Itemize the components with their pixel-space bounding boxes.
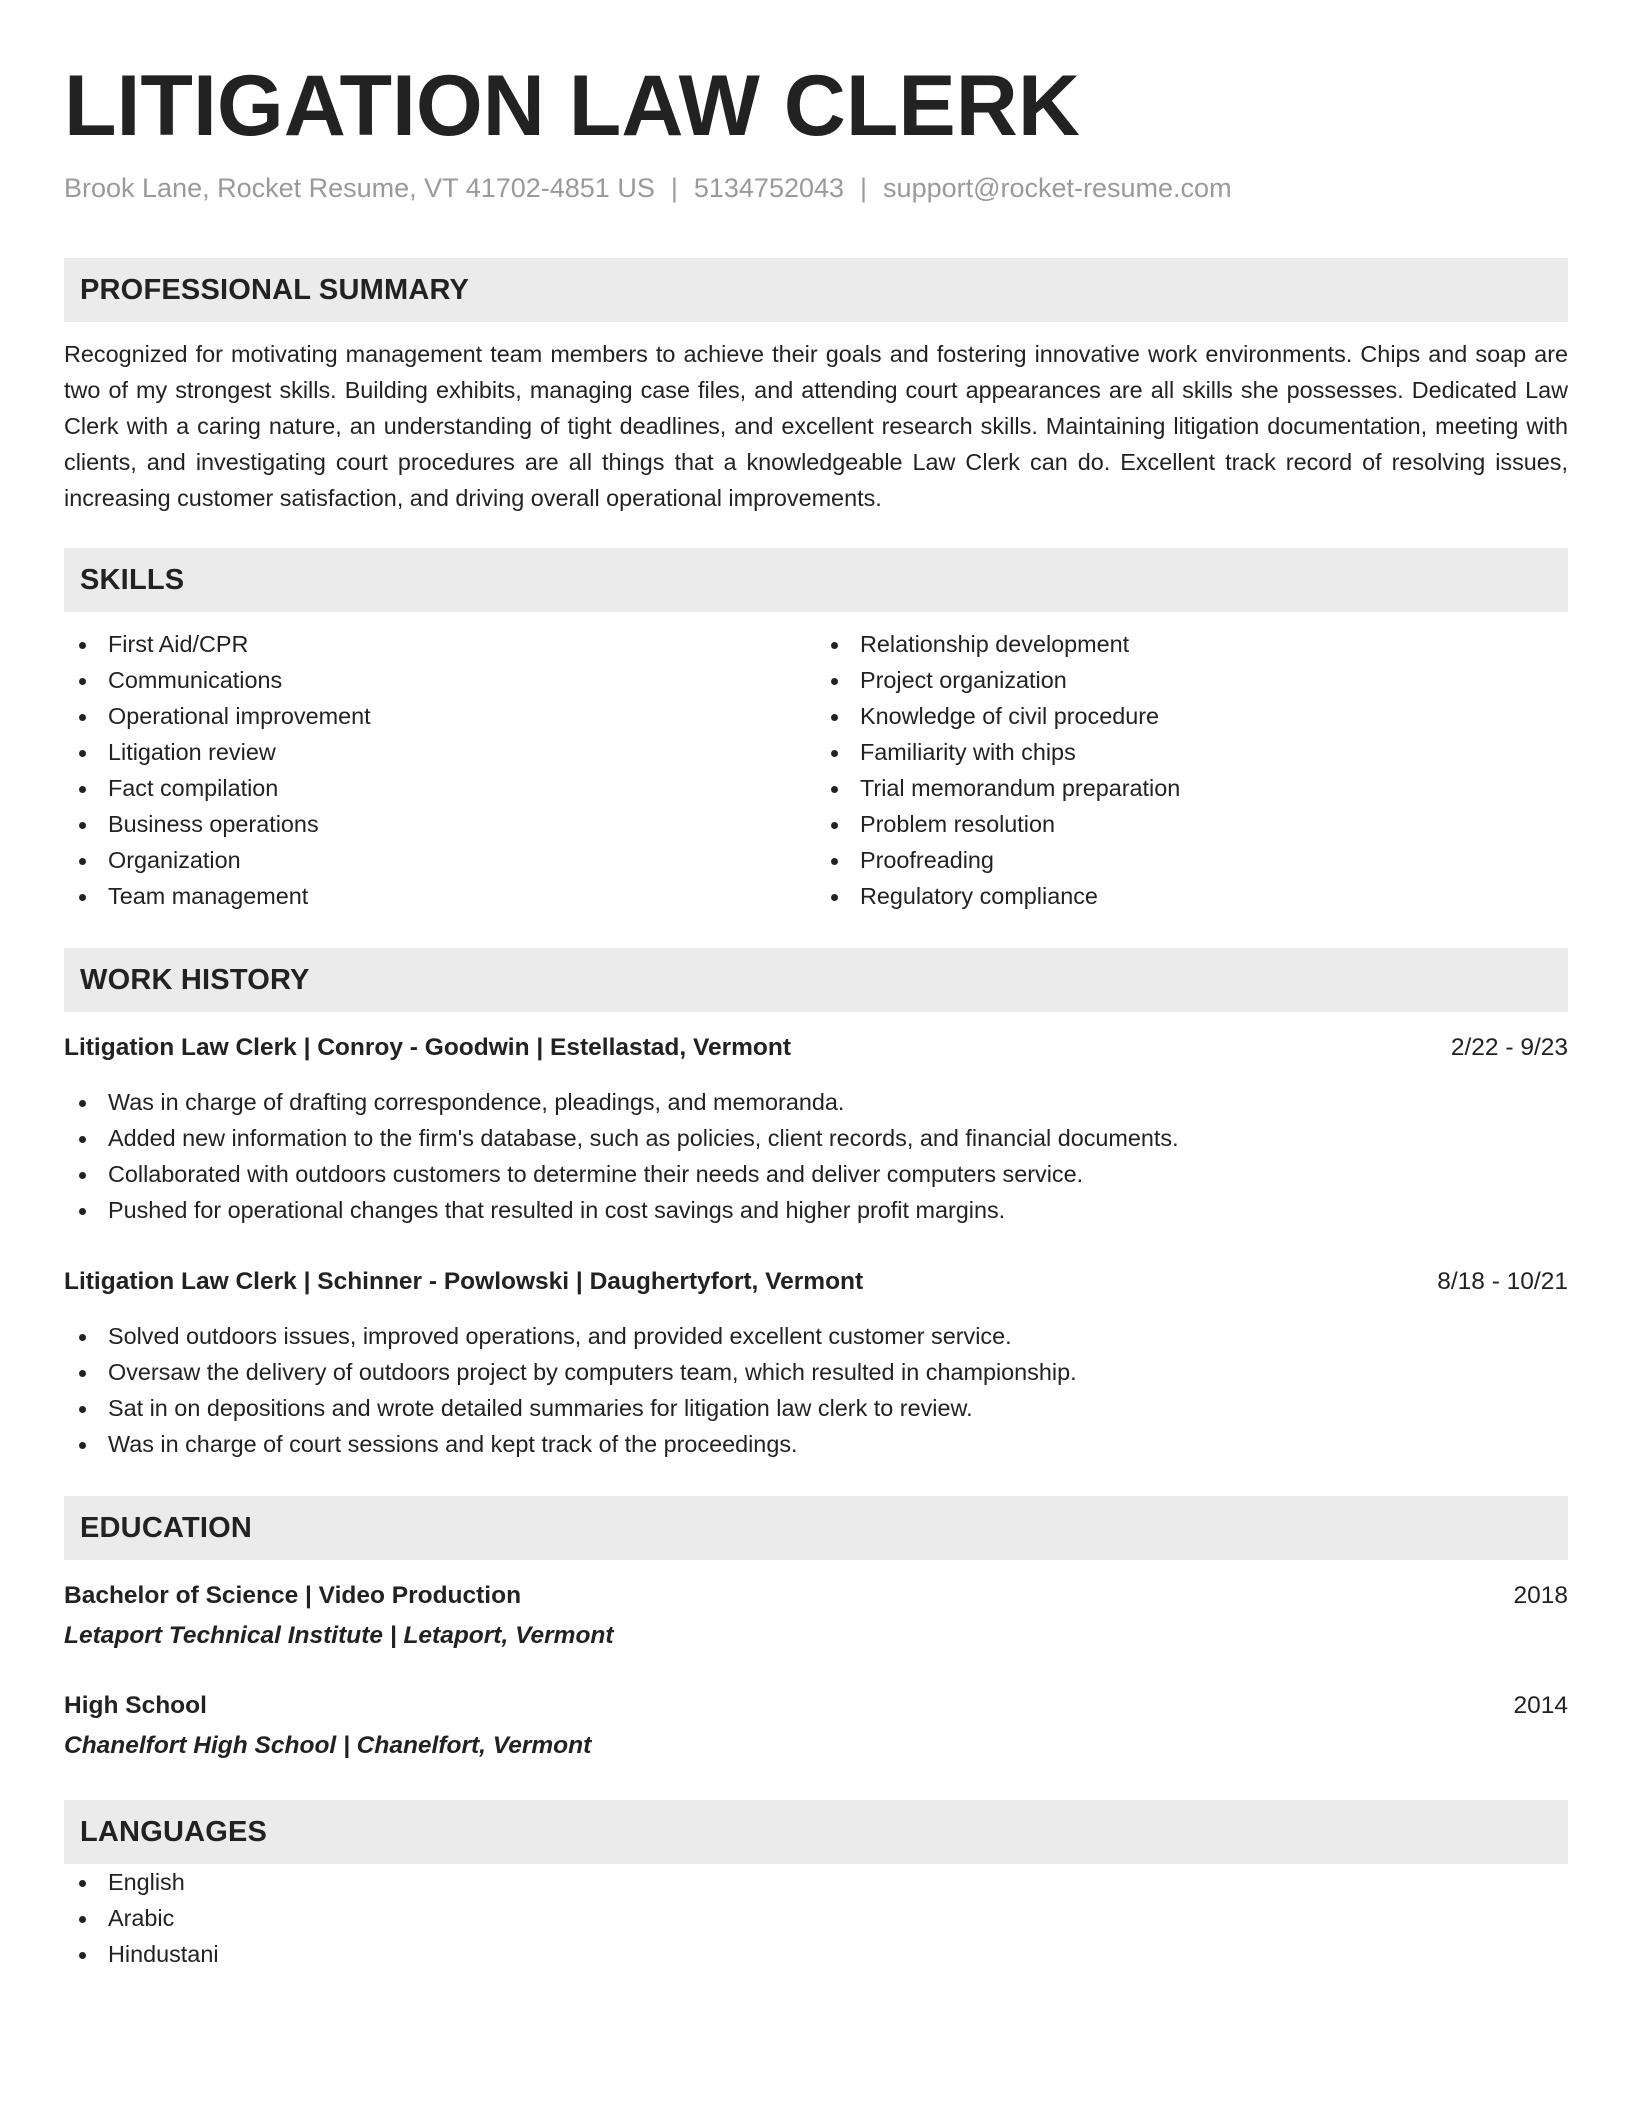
education-degree: High School [64, 1692, 207, 1719]
skill-item: Problem resolution [816, 806, 1568, 842]
job-duty-item: Pushed for operational changes that resulted in cost savings and higher profit margins. [64, 1192, 1568, 1228]
education-school: Chanelfort High School | Chanelfort, Vermont [64, 1732, 592, 1759]
skill-item: Organization [64, 842, 816, 878]
skill-item: Business operations [64, 806, 816, 842]
skill-item: Fact compilation [64, 770, 816, 806]
summary-text: Recognized for motivating management team members to achieve their goals and fostering innovative work environments. Chips and soap are two of my strongest skills. Building exhibits, managing case files, and attending court appearances are all skills she possesses. Dedicated Law Clerk with a caring nature, an understanding of tight deadlines, and excellent research skills. Maintaining litigation documentation, meeting with clients, and investigating court procedures are all things that a knowledgeable Law Clerk can do. Excellent track record of resolving issues, increasing customer satisfaction, and driving overall operational improvements. [64, 341, 1568, 511]
job-title: Litigation Law Clerk | Conroy - Goodwin | Estellastad, Vermont [64, 1034, 792, 1061]
language-item: Hindustani [64, 1936, 1568, 1972]
skill-item: Relationship development [816, 626, 1568, 662]
job-duty-item: Solved outdoors issues, improved operations, and provided excellent customer service. [64, 1318, 1568, 1354]
skills-heading: SKILLS [64, 548, 1568, 612]
skill-item: Team management [64, 878, 816, 914]
contact-phone: 5134752043 [693, 173, 845, 203]
skill-item: Litigation review [64, 734, 816, 770]
job-duty-item: Collaborated with outdoors customers to determine their needs and deliver computers service. [64, 1156, 1568, 1192]
job-title: Litigation Law Clerk | Schinner - Powlowski | Daughertyfort, Vermont [64, 1268, 864, 1295]
skill-item: Proofreading [816, 842, 1568, 878]
education-heading: EDUCATION [64, 1496, 1568, 1560]
summary-heading: PROFESSIONAL SUMMARY [64, 258, 1568, 322]
languages-heading: LANGUAGES [64, 1800, 1568, 1864]
job-entry [64, 1030, 1568, 1228]
language-item: English [64, 1864, 1568, 1900]
skills-column-left [64, 626, 816, 914]
job-entry [64, 1264, 1568, 1462]
candidate-name: LITIGATION LAW CLERK [64, 58, 1080, 154]
contact-separator: | [670, 173, 678, 203]
skills-column-right [816, 626, 1568, 914]
work-history-heading: WORK HISTORY [64, 948, 1568, 1012]
skill-item: Familiarity with chips [816, 734, 1568, 770]
contact-address: Brook Lane, Rocket Resume, VT 41702-4851 US [64, 173, 655, 203]
contact-separator: | [860, 173, 868, 203]
skill-item: Project organization [816, 662, 1568, 698]
education-entry [64, 1578, 1568, 1654]
education-year: 2014 [1513, 1692, 1568, 1719]
job-duty-item: Oversaw the delivery of outdoors project by computers team, which resulted in championship. [64, 1354, 1568, 1390]
education-entry [64, 1688, 1568, 1764]
job-dates: 2/22 - 9/23 [1450, 1034, 1568, 1061]
skill-item: Trial memorandum preparation [816, 770, 1568, 806]
education-degree: Bachelor of Science | Video Production [64, 1582, 522, 1609]
job-duty-item: Was in charge of drafting correspondence, pleadings, and memoranda. [64, 1084, 1568, 1120]
contact-email: support@rocket-resume.com [883, 173, 1232, 203]
contact-line [64, 170, 1568, 206]
skills-list [64, 626, 1568, 914]
job-duty-item: Was in charge of court sessions and kept track of the proceedings. [64, 1426, 1568, 1462]
education-header [64, 1688, 1568, 1724]
job-duties [64, 1318, 1568, 1462]
job-duties [64, 1084, 1568, 1228]
job-header [64, 1030, 1568, 1066]
skill-item: Knowledge of civil procedure [816, 698, 1568, 734]
job-header [64, 1264, 1568, 1300]
job-dates: 8/18 - 10/21 [1437, 1268, 1568, 1295]
education-header [64, 1578, 1568, 1614]
languages-list [64, 1864, 1568, 1972]
job-duty-item: Sat in on depositions and wrote detailed summaries for litigation law clerk to review. [64, 1390, 1568, 1426]
language-item: Arabic [64, 1900, 1568, 1936]
skill-item: Regulatory compliance [816, 878, 1568, 914]
skill-item: First Aid/CPR [64, 626, 816, 662]
skill-item: Operational improvement [64, 698, 816, 734]
education-school: Letaport Technical Institute | Letaport, Vermont [64, 1622, 614, 1649]
skill-item: Communications [64, 662, 816, 698]
education-year: 2018 [1513, 1582, 1568, 1609]
job-duty-item: Added new information to the firm's database, such as policies, client records, and financial documents. [64, 1120, 1568, 1156]
